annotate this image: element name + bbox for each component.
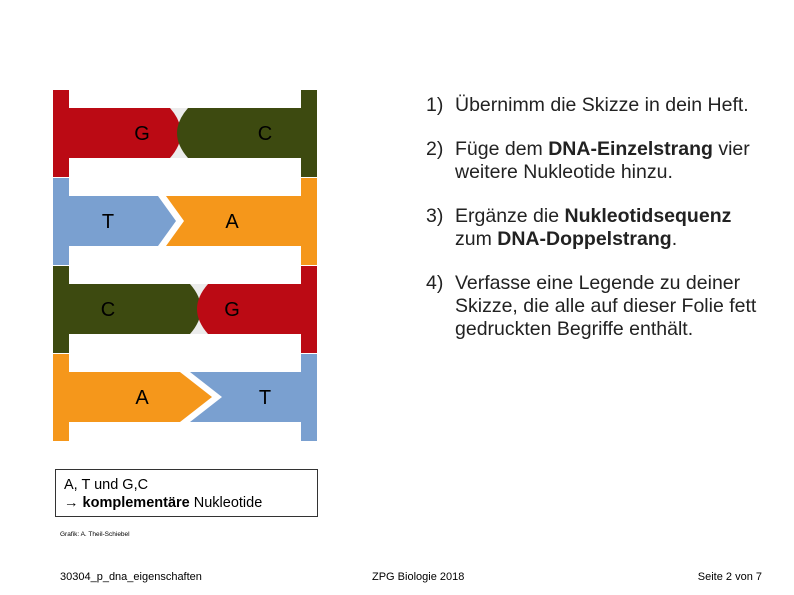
task-1 [426, 94, 766, 117]
task-number: 3) [426, 205, 444, 227]
dna-diagram-svg [0, 0, 330, 450]
left-backbone-segment [53, 178, 69, 265]
left-base-label: T [101, 211, 115, 233]
left-backbone-segment [53, 90, 69, 177]
legend-line-2: → komplementäre Nukleotide [64, 495, 263, 511]
task-list [426, 94, 766, 362]
right-base-shape [177, 108, 301, 158]
task-3 [426, 205, 766, 251]
task-number: 2) [426, 138, 444, 160]
left-base-shape [69, 284, 201, 334]
bold-term-nukleotidsequenz: Nukleotidsequenz [564, 205, 732, 227]
footer-page-number: Seite 2 von 7 [697, 571, 762, 583]
right-backbone-segment [301, 266, 317, 353]
task-number: 1) [426, 94, 444, 116]
right-base-label: C [257, 123, 273, 145]
bold-term-dna-einzelstrang: DNA-Einzelstrang [548, 138, 713, 160]
right-backbone-segment [301, 178, 317, 265]
right-base-label: G [224, 299, 240, 321]
bold-term-komplementaere: komplementäre [82, 495, 190, 511]
footer-organization: ZPG Biologie 2018 [372, 571, 465, 583]
bold-term-dna-doppelstrang: DNA-Doppelstrang [497, 228, 672, 250]
left-base-label: A [135, 387, 149, 409]
right-base-label: A [225, 211, 239, 233]
task-2 [426, 138, 766, 184]
right-backbone-segment [301, 354, 317, 441]
left-backbone-segment [53, 266, 69, 353]
legend-box [55, 469, 318, 517]
task-text: Ergänze die Nukleotidsequenz zum DNA-Doppelstrang. [455, 205, 732, 250]
right-backbone-segment [301, 90, 317, 177]
task-text: Füge dem DNA-Einzelstrang vier weitere Nukleotide hinzu. [455, 138, 750, 183]
task-text: Übernimm die Skizze in dein Heft. [455, 94, 749, 116]
left-base-label: G [134, 123, 150, 145]
image-credit: Grafik: A. Theil-Schiebel [60, 531, 130, 538]
right-base-label: T [258, 387, 272, 409]
footer-document-id: 30304_p_dna_eigenschaften [60, 571, 202, 583]
left-base-label: C [100, 299, 116, 321]
dna-double-strand-diagram [0, 0, 330, 450]
task-number: 4) [426, 272, 444, 294]
left-base-shape [69, 108, 181, 158]
left-backbone-segment [53, 354, 69, 441]
left-base-shape [69, 196, 176, 246]
arrow-icon: → [64, 495, 83, 511]
task-4 [426, 272, 766, 341]
legend-line-1: A, T und G,C [64, 477, 149, 493]
task-text: Verfasse eine Legende zu deiner Skizze, die alle auf dieser Folie fett gedruckten Begriffe enthält. [455, 272, 757, 340]
right-base-shape [197, 284, 301, 334]
